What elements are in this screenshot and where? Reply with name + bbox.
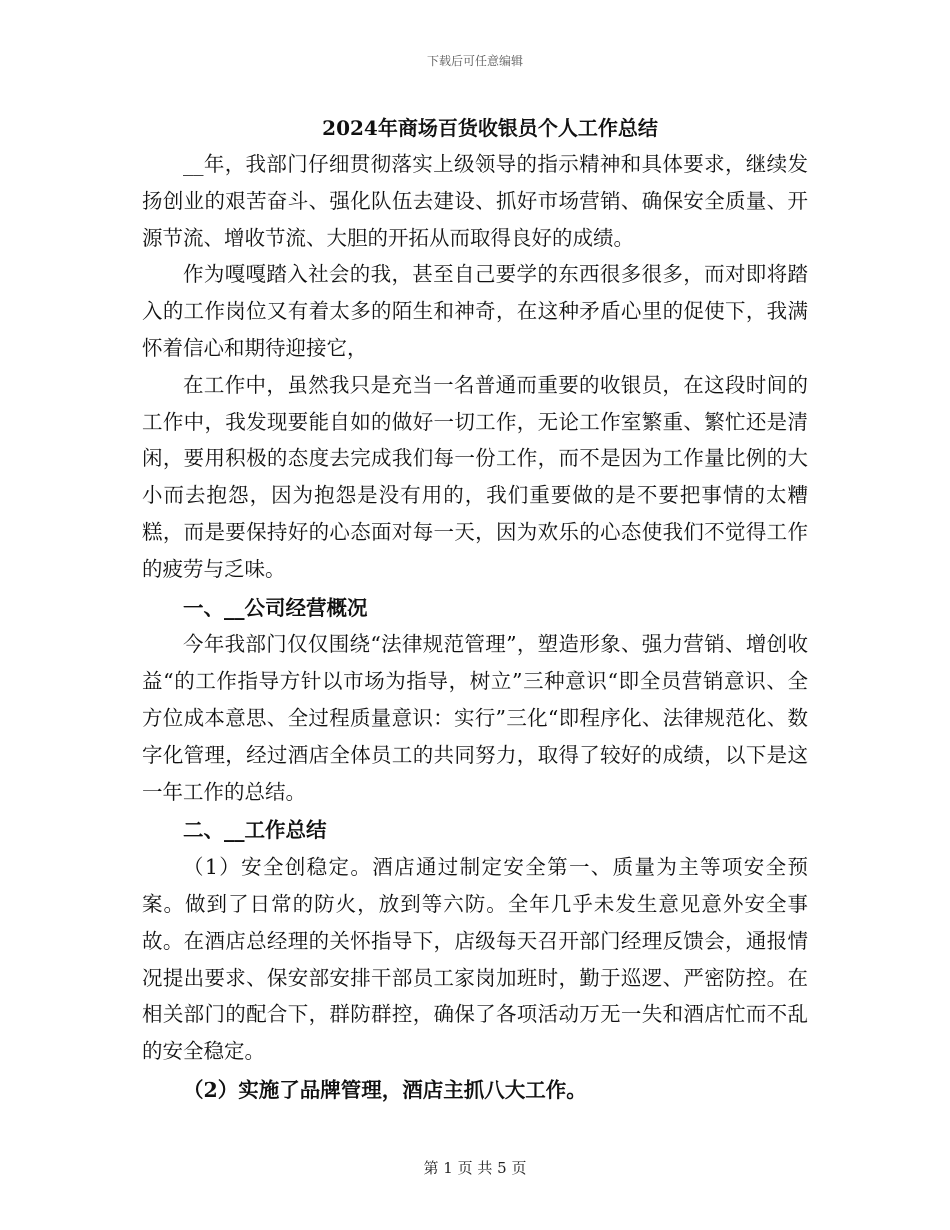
intro-paragraph-1: __年，我部门仔细贯彻落实上级领导的指示精神和具体要求，继续发扬创业的艰苦奋斗、强化队伍去建设、抓好市场营销、确保安全质量、开源节流、增收节流、大胆的开拓从而取得良好的成绩。	[142, 152, 808, 250]
section-1-paragraph: 今年我部门仅仅围绕“法律规范管理”，塑造形象、强力营销、增创收益“的工作指导方针以市场为指导，树立”三种意识“即全员营销意识、全方位成本意思、全过程质量意识：实行”三化“即程序化、法律规范化、数字化管理，经过酒店全体员工的共同努力，取得了较好的成绩，以下是这一年工作的总结。	[142, 632, 808, 804]
section-1-heading: 一、__公司经营概况	[183, 595, 368, 620]
document-title: 2024年商场百货收银员个人工作总结	[322, 116, 658, 140]
section-2-item-2: （2）实施了品牌管理，酒店主抓八大工作。	[183, 1077, 587, 1102]
section-2-item-1: （1）安全创稳定。酒店通过制定安全第一、质量为主等项安全预案。做到了日常的防火，放到等六防。全年几乎未发生意见意外安全事故。在酒店总经理的关怀指导下，店级每天召开部门经理反馈会，通报情况提出要求、保安部安排干部员工家岗加班时，勤于巡逻、严密防控。在相关部门的配合下，群防群控，确保了各项活动万无一失和酒店忙而不乱的安全稳定。	[142, 855, 808, 1064]
intro-paragraph-3: 在工作中，虽然我只是充当一名普通而重要的收银员，在这段时间的工作中，我发现要能自如的做好一切工作，无论工作室繁重、繁忙还是清闲，要用积极的态度去完成我们每一份工作，而不是因为工作量比例的大小而去抱怨，因为抱怨是没有用的，我们重要做的是不要把事情的太糟糕，而是要保持好的心态面对每一天，因为欢乐的心态使我们不觉得工作的疲劳与乏味。	[142, 372, 808, 581]
page-footer: 第 1 页 共 5 页	[423, 1159, 527, 1177]
section-2-heading: 二、__工作总结	[183, 818, 327, 843]
document-body	[142, 110, 808, 1109]
header-note: 下载后可任意编辑	[426, 54, 523, 68]
intro-paragraph-2: 作为嘎嘎踏入社会的我，甚至自己要学的东西很多很多，而对即将踏入的工作岗位又有着太多的陌生和神奇，在这种矛盾心里的促使下，我满怀着信心和期待迎接它，	[142, 262, 808, 360]
